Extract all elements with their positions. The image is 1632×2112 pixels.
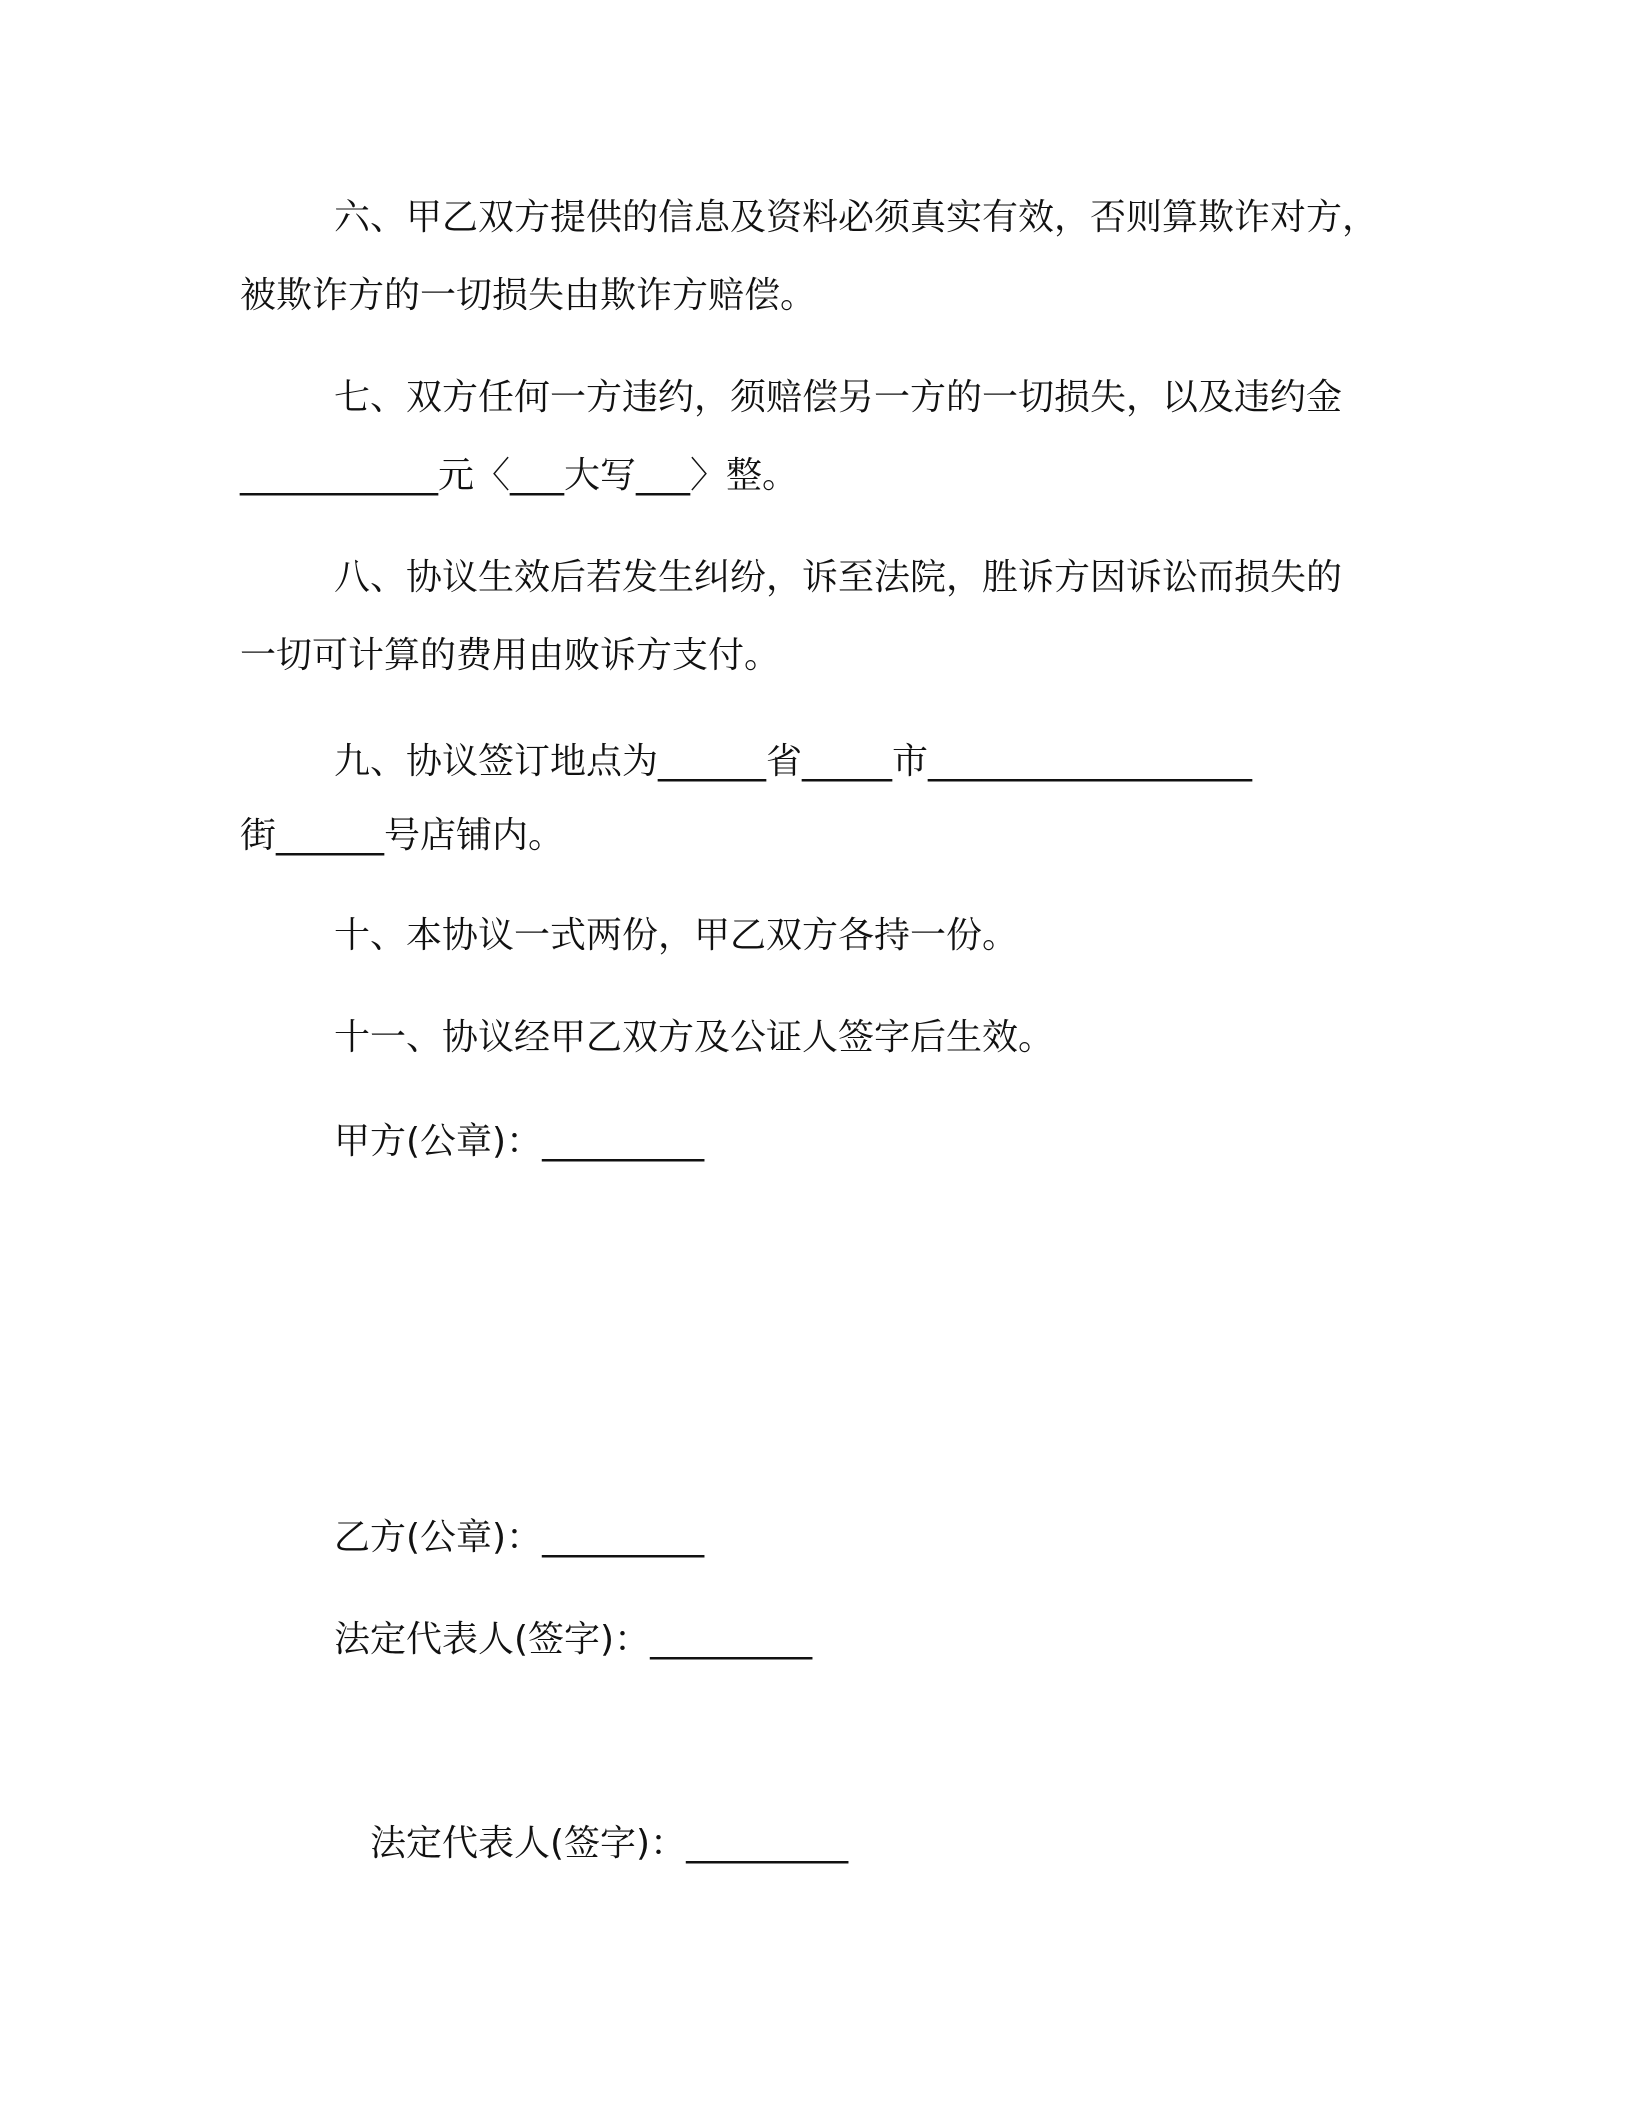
clause-7-line-1: 七、双方任何一方违约，须赔偿另一方的一切损失，以及违约金 xyxy=(334,377,1343,418)
clause-10: 十、本协议一式两份，甲乙双方各持一份。 xyxy=(334,915,1019,956)
party-a-seal-line: 甲方(公章)：_________ xyxy=(334,1121,705,1162)
legal-representative-signature-2: 法定代表人(签字)：_________ xyxy=(370,1823,849,1864)
clause-9-line-1: 九、协议签订地点为______省_____市__________________ xyxy=(334,741,1253,782)
clause-7-line-2: ___________元〈___大写___〉整。 xyxy=(240,455,799,496)
clause-6-line-2: 被欺诈方的一切损失由欺诈方赔偿。 xyxy=(240,275,817,316)
clause-8-line-2: 一切可计算的费用由败诉方支付。 xyxy=(240,635,781,676)
clause-8-line-1: 八、协议生效后若发生纠纷，诉至法院，胜诉方因诉讼而损失的 xyxy=(334,557,1343,598)
clause-6-line-1: 六、甲乙双方提供的信息及资料必须真实有效，否则算欺诈对方， xyxy=(334,197,1379,238)
party-b-seal-line: 乙方(公章)：_________ xyxy=(334,1517,705,1558)
legal-representative-signature-1: 法定代表人(签字)：_________ xyxy=(334,1619,813,1660)
clause-11: 十一、协议经甲乙双方及公证人签字后生效。 xyxy=(334,1017,1055,1058)
clause-9-line-2: 街______号店铺内。 xyxy=(240,815,565,856)
